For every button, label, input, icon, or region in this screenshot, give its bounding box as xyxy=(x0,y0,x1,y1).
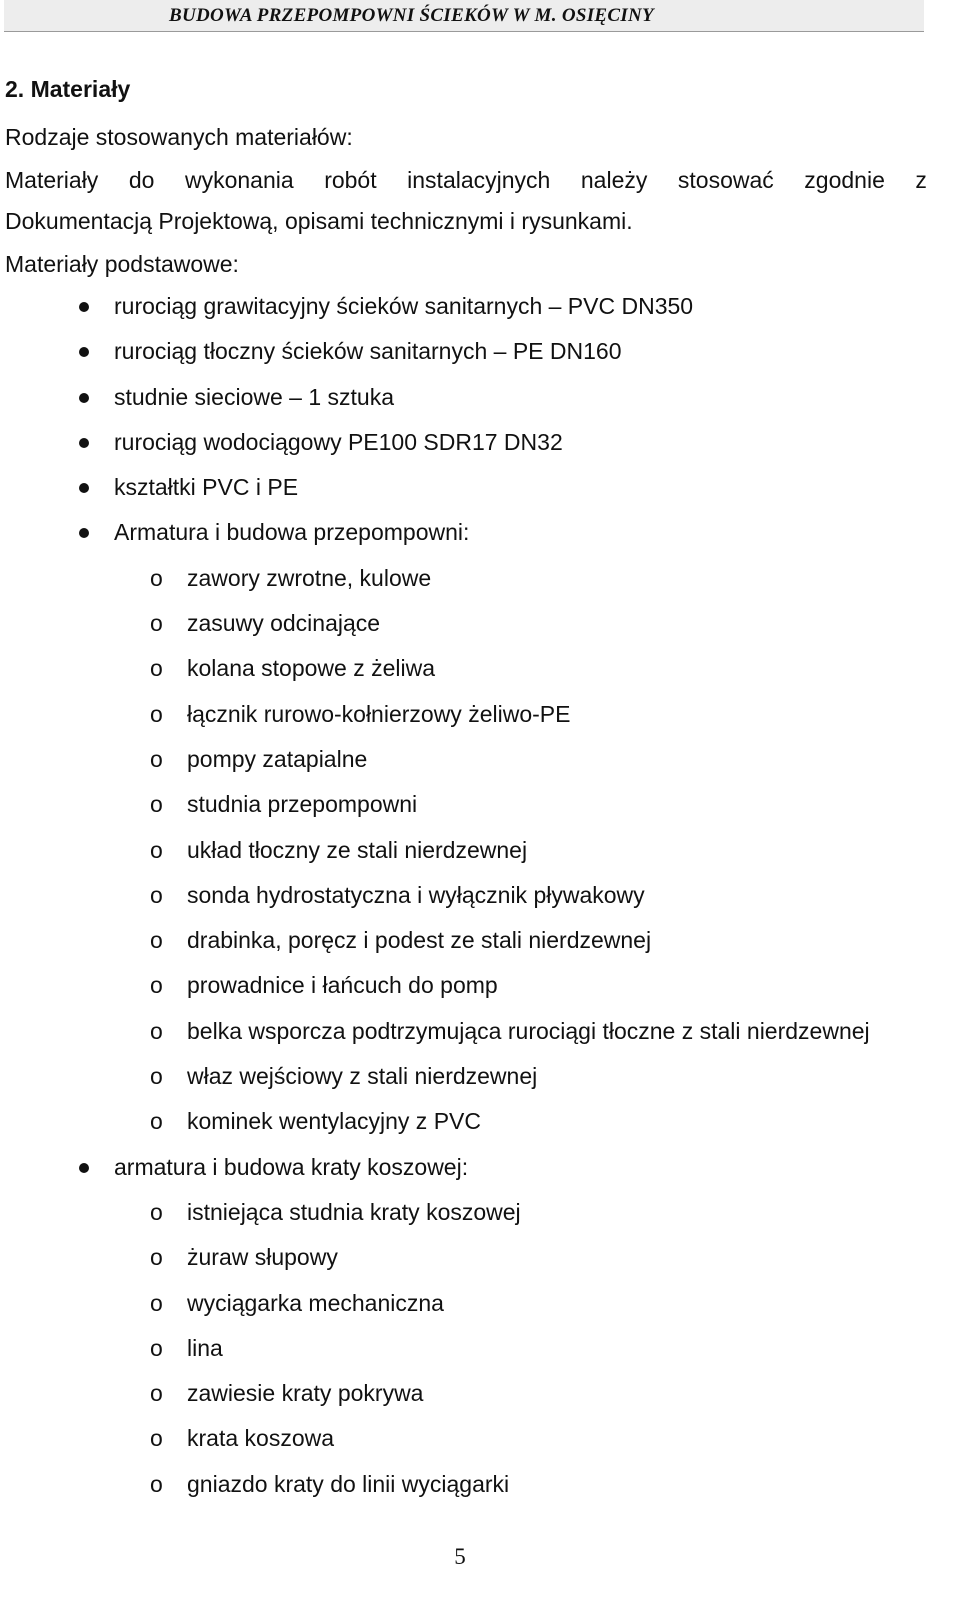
sub-item xyxy=(0,1334,930,1379)
paragraph-word: do xyxy=(128,167,155,193)
item-text: studnia przepompowni xyxy=(187,791,418,818)
sub-bullet-icon: o xyxy=(150,836,163,863)
paragraph-word: należy xyxy=(580,167,648,193)
sub-bullet-icon: o xyxy=(150,1198,163,1225)
bullet-item xyxy=(0,428,930,473)
bullet-icon xyxy=(79,347,89,357)
sub-bullet-icon: o xyxy=(150,1289,163,1316)
item-text: studnie sieciowe – 1 sztuka xyxy=(114,383,394,410)
bullet-icon xyxy=(79,1163,89,1173)
intro-text: Rodzaje stosowanych materiałów: xyxy=(5,124,353,150)
sub-item xyxy=(0,1470,930,1515)
item-text: pompy zatapialne xyxy=(187,745,368,772)
paragraph-word: zgodnie xyxy=(804,167,885,193)
sub-bullet-icon: o xyxy=(150,1063,163,1090)
item-text: belka wsporcza podtrzymująca rurociągi tłoczne z stali nierdzewnej xyxy=(187,1017,870,1044)
item-text: sonda hydrostatyczna i wyłącznik pływakowy xyxy=(187,881,645,908)
running-header xyxy=(4,0,924,32)
bullet-item xyxy=(0,383,930,428)
sub-bullet-icon: o xyxy=(150,655,163,682)
item-text: właz wejściowy z stali nierdzewnej xyxy=(187,1063,538,1090)
item-text: kształtki PVC i PE xyxy=(114,474,299,501)
item-text: zasuwy odcinające xyxy=(187,610,381,637)
sub-item xyxy=(0,881,930,926)
paragraph-word: Materiały xyxy=(5,167,99,193)
section-heading: 2. Materiały xyxy=(5,76,131,102)
bullet-icon xyxy=(79,483,89,493)
item-text: prowadnice i łańcuch do pomp xyxy=(187,972,498,999)
sub-bullet-icon: o xyxy=(150,1380,163,1407)
bullet-item xyxy=(0,337,930,382)
item-text: lina xyxy=(187,1334,223,1361)
sub-item xyxy=(0,1107,930,1152)
materials-list xyxy=(0,292,930,1515)
sub-bullet-icon: o xyxy=(150,1108,163,1135)
page-number: 5 xyxy=(454,1544,466,1569)
bullet-icon xyxy=(79,393,89,403)
sub-item xyxy=(0,926,930,971)
item-text: drabinka, poręcz i podest ze stali nierdzewnej xyxy=(187,927,652,954)
sub-item xyxy=(0,1243,930,1288)
sub-item xyxy=(0,654,930,699)
bullet-icon xyxy=(79,302,89,312)
header-title: BUDOWA PRZEPOMPOWNI ŚCIEKÓW W M. OSIĘCINY xyxy=(169,5,654,26)
sub-bullet-icon: o xyxy=(150,791,163,818)
sub-item xyxy=(0,1198,930,1243)
sub-bullet-icon: o xyxy=(150,1470,163,1497)
sub-item xyxy=(0,1289,930,1334)
sub-bullet-icon: o xyxy=(150,745,163,772)
paragraph-word: instalacyjnych xyxy=(407,167,551,193)
sub-item xyxy=(0,1017,930,1062)
bullet-icon xyxy=(79,438,89,448)
sub-item xyxy=(0,609,930,654)
item-text: kominek wentylacyjny z PVC xyxy=(187,1108,481,1135)
sub-bullet-icon: o xyxy=(150,1244,163,1271)
bullet-icon xyxy=(79,528,89,538)
paragraph-line-1 xyxy=(5,166,927,194)
item-text: istniejąca studnia kraty koszowej xyxy=(187,1198,521,1225)
item-text: krata koszowa xyxy=(187,1425,335,1452)
sub-bullet-icon: o xyxy=(150,927,163,954)
item-text: zawory zwrotne, kulowe xyxy=(187,564,432,591)
paragraph-word: stosować xyxy=(677,167,774,193)
bullet-item xyxy=(0,292,930,337)
item-text: rurociąg grawitacyjny ścieków sanitarnych – PVC DN350 xyxy=(114,293,694,319)
item-text: gniazdo kraty do linii wyciągarki xyxy=(187,1470,510,1497)
sub-bullet-icon: o xyxy=(150,972,163,999)
item-text: rurociąg tłoczny ścieków sanitarnych – PE DN160 xyxy=(114,338,622,365)
item-text: Armatura i budowa przepompowni: xyxy=(114,519,470,546)
sub-item xyxy=(0,790,930,835)
sub-bullet-icon: o xyxy=(150,1334,163,1361)
item-text: armatura i budowa kraty koszowej: xyxy=(114,1153,469,1180)
basic-materials-label: Materiały podstawowe: xyxy=(5,251,239,277)
item-text: rurociąg wodociągowy PE100 SDR17 DN32 xyxy=(114,428,563,455)
sub-bullet-icon: o xyxy=(150,564,163,591)
item-text: żuraw słupowy xyxy=(187,1244,338,1271)
sub-bullet-icon: o xyxy=(150,881,163,908)
bullet-item xyxy=(0,473,930,518)
bullet-item xyxy=(0,1153,930,1198)
item-text: zawiesie kraty pokrywa xyxy=(187,1380,424,1407)
paragraph-line-2: Dokumentacją Projektową, opisami technicznymi i rysunkami. xyxy=(5,208,633,234)
item-text: układ tłoczny ze stali nierdzewnej xyxy=(187,836,528,863)
sub-item xyxy=(0,1424,930,1469)
sub-item xyxy=(0,1379,930,1424)
bullet-item xyxy=(0,518,930,563)
sub-item xyxy=(0,700,930,745)
sub-bullet-icon: o xyxy=(150,1017,163,1044)
item-text: kolana stopowe z żeliwa xyxy=(187,655,436,682)
sub-item xyxy=(0,564,930,609)
paragraph-word: wykonania xyxy=(184,167,294,193)
sub-item xyxy=(0,745,930,790)
paragraph-word: robót xyxy=(324,167,377,193)
sub-bullet-icon: o xyxy=(150,1425,163,1452)
sub-item xyxy=(0,836,930,881)
sub-item xyxy=(0,1062,930,1107)
sub-item xyxy=(0,971,930,1016)
sub-bullet-icon: o xyxy=(150,610,163,637)
item-text: wyciągarka mechaniczna xyxy=(187,1289,444,1316)
paragraph-word: z xyxy=(915,167,927,193)
item-text: łącznik rurowo-kołnierzowy żeliwo-PE xyxy=(187,700,571,727)
sub-bullet-icon: o xyxy=(150,700,163,727)
